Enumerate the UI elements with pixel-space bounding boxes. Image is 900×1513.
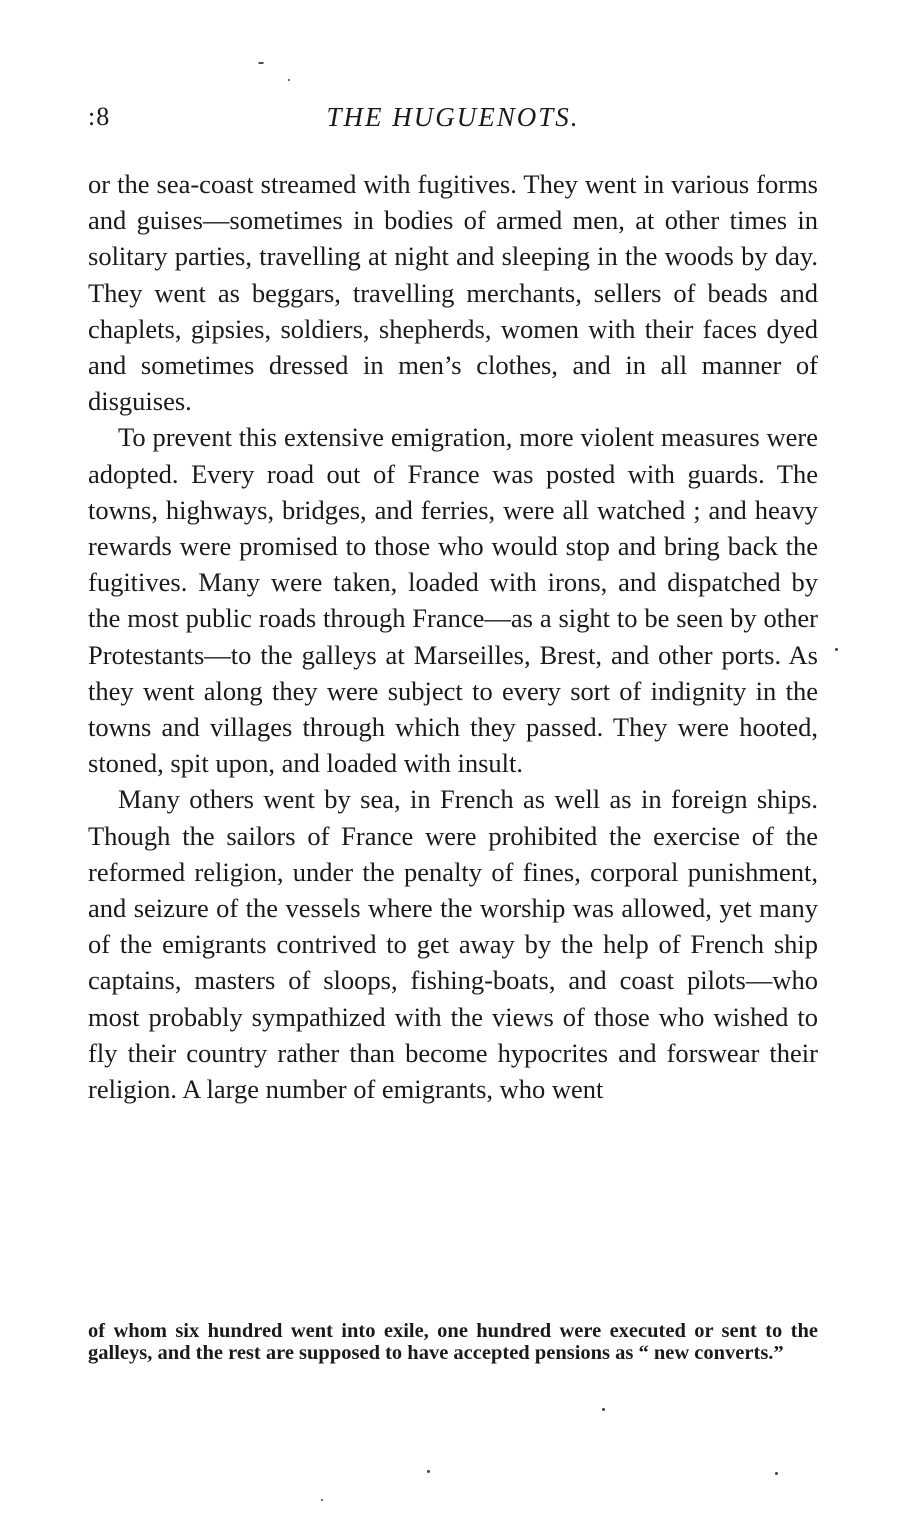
- paragraph-1: or the sea-coast streamed with fugitives. They went in various forms and guises—sometimes in bodies of armed men, at other times in solitary parties, travelling at night and sleeping in the woods by day. They went as beggars, travelling merchants, sellers of beads and chaplets, gipsies, soldiers, shepherds, women with their faces dyed and sometimes dressed in men’s clothes, and in all manner of disguises.: [88, 169, 818, 417]
- footnote: of whom six hundred went into exile, one hundred were executed or sent to the galleys, and the rest are supposed to have accepted pensions as “ new converts.”: [88, 1320, 818, 1364]
- print-speck: [602, 1408, 605, 1411]
- paragraph-3: Many others went by sea, in French as well as in foreign ships. Though the sailors of France were prohibited the exercise of the reformed religion, under the penalty of fines, corporal punishment, and seizure of the vessels where the worship was allowed, yet many of the emigrants contrived to get away by the help of French ship captains, masters of sloops, fishing-boats, and coast pilots—who most probably sympathized with the views of those who wished to fly their country rather than become hypocrites and forswear their religion. A large number of emigrants, who went: [88, 784, 818, 1105]
- paragraph-2: To prevent this extensive emigration, more violent measures were adopted. Every road out of France was posted with guards. The towns, highways, bridges, and ferries, were all watched ; and heavy rewards were promised to those who would stop and bring back the fugitives. Many were taken, loaded with irons, and dispatched by the most public roads through France—as a sight to be seen by other Protestants—to the galleys at Marseilles, Brest, and other ports. As they went along they were subject to every sort of indignity in the towns and villages through which they passed. They were hooted, stoned, spit upon, and loaded with insult.: [88, 422, 818, 779]
- body-text: [88, 166, 818, 1107]
- print-speck: [835, 648, 838, 651]
- print-speck: [321, 1499, 323, 1501]
- running-head: THE HUGUENOTS.: [326, 102, 580, 132]
- page-number: :8: [88, 102, 111, 131]
- print-speck: [258, 62, 264, 64]
- page-header: [88, 102, 818, 142]
- print-speck: [775, 1472, 778, 1475]
- print-speck: [288, 79, 290, 81]
- print-speck: [427, 1470, 430, 1473]
